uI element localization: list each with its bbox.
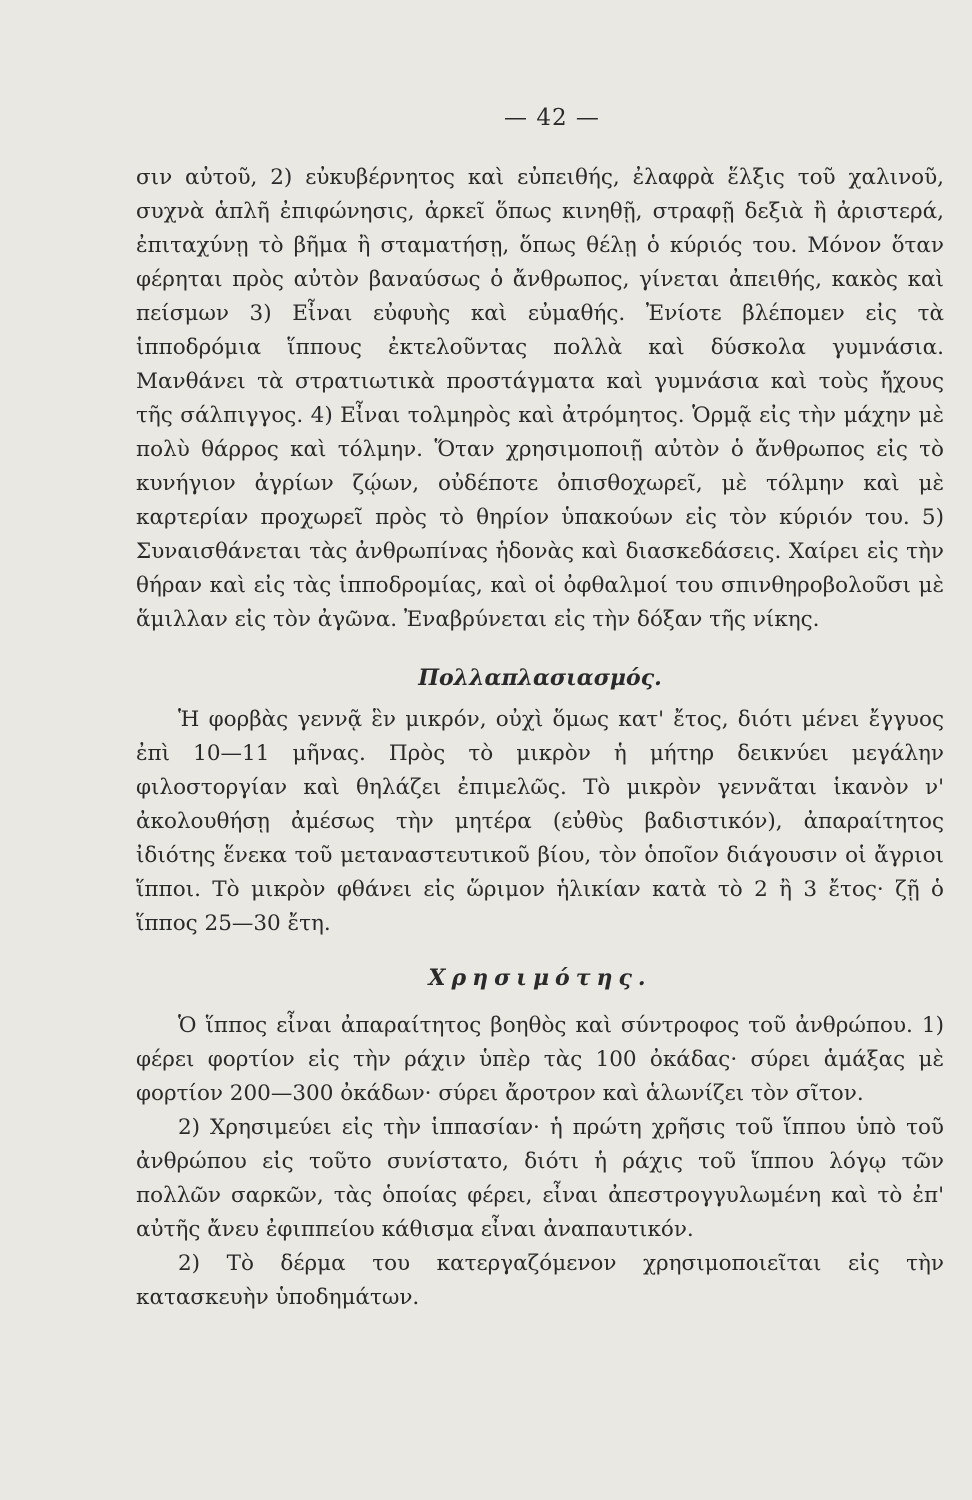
usefulness-paragraph-1: Ὁ ἵππος εἶναι ἀπαραίτητος βοηθὸς καὶ σύντροφος τοῦ ἀνθρώπου. 1) φέρει φορτίον εἰς τὴν ράχιν ὑπὲρ τὰς 100 ὀκάδας· σύρει ἁμάξας μὲ φορτίον 200—300 ὀκάδων· σύρει ἄροτρον καὶ ἁλωνίζει τὸν σῖτον. [136, 1013, 944, 1106]
reproduction-paragraph: Ἡ φορβὰς γεννᾷ ἓν μικρόν, οὐχὶ ὅμως κατ' ἔτος, διότι μένει ἔγγυος ἐπὶ 10—11 μῆνας. Πρὸς τὸ μικρὸν ἡ μήτηρ δεικνύει μεγάλην φιλοστοργίαν καὶ θηλάζει ἐπιμελῶς. Τὸ μικρὸν γεννᾶται ἱκανὸν ν' ἀκολουθήσῃ ἀμέσως τὴν μητέρα (εὐθὺς βαδιστικόν), ἀπαραίτητος ἰδιότης ἕνεκα τοῦ μεταναστευτικοῦ βίου, τὸν ὁποῖον διάγουσιν οἱ ἄγριοι ἵπποι. Τὸ μικρὸν φθάνει εἰς ὥριμον ἡλικίαν κατὰ τὸ 2 ἢ 3 ἔτος· ζῇ ὁ ἵππος 25—30 ἔτη. [136, 707, 944, 936]
page-number: — 42 — [504, 105, 600, 131]
section-heading-reproduction: Πολλαπλασιασμός. [418, 665, 662, 691]
body-paragraph-1: σιν αὐτοῦ, 2) εὐκυβέρνητος καὶ εὐπειθής, ἐλαφρὰ ἕλξις τοῦ χαλινοῦ, συχνὰ ἁπλῆ ἐπιφώνησις, ἀρκεῖ ὅπως κινηθῇ, στραφῇ δεξιὰ ἢ ἀριστερά, ἐπιταχύνῃ τὸ βῆμα ἢ σταματήσῃ, ὅπως θέλῃ ὁ κύριός του. Μόνον ὅταν φέρηται πρὸς αὐτὸν βαναύσως ὁ ἄνθρωπος, γίνεται ἀπειθής, κακὸς καὶ πείσμων 3) Εἶναι εὐφυὴς καὶ εὐμαθής. Ἐνίοτε βλέπομεν εἰς τὰ ἱπποδρόμια ἵππους ἐκτελοῦντας πολλὰ καὶ δύσκολα γυμνάσια. Μανθάνει τὰ στρατιωτικὰ προστάγματα καὶ γυμνάσια καὶ τοὺς ἤχους τῆς σάλπιγγος. 4) Εἶναι τολμηρὸς καὶ ἀτρόμητος. Ὁρμᾷ εἰς τὴν μάχην μὲ πολὺ θάρρος καὶ τόλμην. Ὅταν χρησιμοποιῇ αὐτὸν ὁ ἄνθρωπος εἰς τὸ κυνήγιον ἀγρίων ζῴων, οὐδέποτε ὀπισθοχωρεῖ, μὲ τόλμην καὶ μὲ καρτερίαν προχωρεῖ πρὸς τὸ θηρίον ὑπακούων εἰς τὸν κύριόν του. 5) Συναισθάνεται τὰς ἀνθρωπίνας ἡδονὰς καὶ διασκεδάσεις. Χαίρει εἰς τὴν θήραν καὶ εἰς τὰς ἱπποδρομίας, καὶ οἱ ὀφθαλμοί του σπινθηροβολοῦσι μὲ ἅμιλλαν εἰς τὸν ἀγῶνα. Ἐναβρύνεται εἰς τὴν δόξαν τῆς νίκης. [136, 165, 944, 632]
section-heading-usefulness: Χρησιμότης. [428, 965, 652, 991]
usefulness-paragraph-2: 2) Χρησιμεύει εἰς τὴν ἱππασίαν· ἡ πρώτη χρῆσις τοῦ ἵππου ὑπὸ τοῦ ἀνθρώπου εἰς τοῦτο συνίστατο, διότι ἡ ράχις τοῦ ἵππου λόγῳ τῶν πολλῶν σαρκῶν, τὰς ὁποίας φέρει, εἶναι ἀπεστρογγυλωμένη καὶ τὸ ἐπ' αὐτῆς ἄνευ ἐφιππείου κάθισμα εἶναι ἀναπαυτικόν. [136, 1115, 944, 1242]
usefulness-paragraph-3: 2) Τὸ δέρμα του κατεργαζόμενον χρησιμοποιεῖται εἰς τὴν κατασκευὴν ὑποδημάτων. [136, 1251, 944, 1310]
